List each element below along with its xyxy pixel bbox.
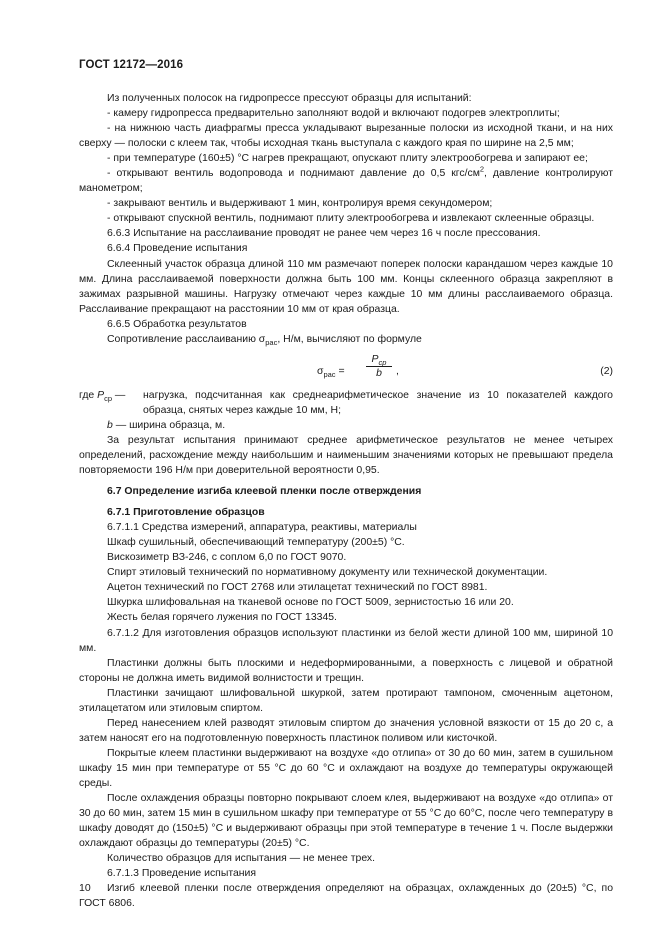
page-number: 10: [79, 882, 91, 894]
text: Сопротивление расслаиванию σ: [107, 333, 266, 345]
paragraph: Пластинки зачищают шлифовальной шкуркой, затем протирают тампоном, смоченным ацетоном, этилацетатом или этиловым спиртом.: [79, 687, 613, 714]
dash: —: [112, 419, 127, 431]
subscript: рас: [265, 337, 278, 347]
clause-6-7-1-2: 6.7.1.2 Для изготовления образцов используют пластинки из белой жести длиной 100 мм, шириной 10 мм.: [79, 627, 613, 654]
list-item: - на нижнюю часть диафрагмы пресса укладывают вырезанные полоски из исходной ткани, и на них сверху — полоски с клеем так, чтобы исходная ткань выступала с каждого края по ширине на 2,5 мм;: [79, 123, 613, 150]
formula-comma: ,: [396, 365, 399, 377]
symbol: P: [371, 353, 379, 365]
list-item: Шкурка шлифовальная на тканевой основе по ГОСТ 5009, зернистостью 16 или 20.: [107, 597, 514, 609]
paragraph: Перед нанесением клей разводят этиловым спиртом до значения условной вязкости от 15 до 20 с, а затем наносят его на подготовленную поверхность пластинок поливом или кисточкой.: [79, 717, 613, 744]
list-item: - закрывают вентиль и выдерживают 1 мин, контролируя время секундомером;: [107, 198, 493, 210]
clause-6-7-1-1: 6.7.1.1 Средства измерений, аппаратура, реактивы, материалы: [107, 522, 417, 534]
formula-2: [79, 353, 613, 386]
document-body: [79, 91, 613, 911]
paragraph: После охлаждения образцы повторно покрывают слоем клея, выдерживают на воздухе «до отлипа» от 30 до 60 мин, затем 15 мин в сушильном шкафу при температуре от 55 °С до 60°С, после чего температуру в шкафу доводят до (150±5) °С и выдерживают образцы при этой температуре в течение 1 ч. После выдержки охлаждают образцы до температуры (20±5) °С.: [79, 793, 613, 850]
clause-6-7-1-3: 6.7.1.3 Проведение испытания: [107, 868, 257, 880]
sigma-symbol: σ: [317, 365, 324, 377]
list-item: - открывают спускной вентиль, поднимают плиту электрообогрева и извлекают склеенные образцы.: [107, 213, 595, 225]
dash: —: [112, 389, 126, 401]
list-item: Шкаф сушильный, обеспечивающий температуру (200±5) °С.: [107, 537, 405, 549]
clause-6-6-3: 6.6.3 Испытание на расслаивание проводят не ранее чем через 16 ч после прессования.: [107, 228, 541, 240]
paragraph: Из полученных полосок на гидропрессе прессуют образцы для испытаний:: [107, 93, 472, 104]
symbol: b: [107, 419, 113, 431]
formula-fraction: [364, 353, 394, 380]
where-text: нагрузка, подсчитанная как среднеарифметическое значение из 10 показателей каждого образца, снятых через каждые 10 мм, Н;: [143, 389, 613, 416]
list-item: Спирт этиловый технический по нормативному документу или технической документации.: [107, 567, 548, 579]
where-item: [79, 418, 613, 433]
where-label: [107, 420, 225, 431]
list-item: Ацетон технический по ГОСТ 2768 или этилацетат технический по ГОСТ 8981.: [107, 582, 488, 594]
text: - открывают вентиль водопровода и поднимают давление до 0,5 кгс/см: [107, 168, 480, 180]
formula-number: (2): [600, 365, 613, 377]
list-item: Жесть белая горячего лужения по ГОСТ 13345.: [107, 612, 337, 624]
superscript: 2: [479, 164, 485, 174]
paragraph: За результат испытания принимают среднее арифметическое результатов не менее четырех определений, расхождение между наибольшим и наименьшим значениями которых не превышают предела повторяемости 196 Н/м при доверительной вероятности 0,95.: [79, 434, 613, 477]
subscript: ср: [378, 357, 387, 367]
standard-header: ГОСТ 12172—2016: [79, 59, 184, 71]
fraction-denominator: b: [376, 367, 382, 379]
where-label: [79, 388, 125, 403]
symbol: P: [97, 389, 105, 401]
section-title: 6.7 Определение изгиба клеевой пленки после отверждения: [107, 486, 422, 498]
clause-6-6-4: 6.6.4 Проведение испытания: [107, 243, 248, 255]
equals-sign: =: [338, 365, 345, 377]
where-text: ширина образца, м.: [129, 419, 226, 431]
list-item: Вискозиметр ВЗ-246, с соплом 6,0 по ГОСТ 9070.: [107, 552, 347, 564]
paragraph: Склеенный участок образца длиной 110 мм размечают поперек полоски карандашом через каждые 10 мм. Длина расслаиваемой поверхности должна быть 100 мм. Концы склеенного образца закрепляют в зажимах разрывной машины. Нагрузку отмечают через каждые 10 мм длины расслаиваемого образца. Расслаивание прекращают на расстоянии 10 мм от края образца.: [79, 258, 613, 315]
clause-6-6-5: 6.6.5 Обработка результатов: [107, 318, 247, 330]
paragraph: Изгиб клеевой пленки после отверждения определяют на образцах, охлажденных до (20±5) °С, по ГОСТ 6806.: [79, 883, 613, 910]
fraction-numerator: [364, 353, 394, 366]
text: , Н/м, вычисляют по формуле: [277, 333, 422, 345]
where-item: [79, 388, 613, 418]
subsection-title: 6.7.1 Приготовление образцов: [107, 507, 265, 519]
paragraph: Количество образцов для испытания — не менее трех.: [107, 853, 376, 865]
resistance-intro: [79, 332, 613, 347]
list-item: - при температуре (160±5) °С нагрев прекращают, опускают плиту электрообогрева и запирают ее;: [107, 153, 588, 165]
text: где: [79, 389, 98, 401]
subscript: рас: [323, 369, 336, 379]
paragraph: Покрытые клеем пластинки выдерживают на воздухе «до отлипа» от 30 до 60 мин, затем в сушильном шкафу 15 мин при температуре от 55 °С до 60 °С и охлаждают на воздухе до температуры окружающей среды.: [79, 747, 613, 789]
text: , давление контролируют манометром;: [79, 168, 613, 195]
formula-lhs: [317, 364, 345, 379]
list-item: - камеру гидропресса предварительно заполняют водой и включают подогрев электроплиты;: [107, 108, 560, 120]
subscript: ср: [104, 393, 113, 403]
paragraph: Пластинки должны быть плоскими и недеформированными, а поверхность с лицевой и обратной стороны не должна иметь видимой волнистости и трещин.: [79, 657, 613, 684]
list-item-pressure: [79, 166, 613, 196]
